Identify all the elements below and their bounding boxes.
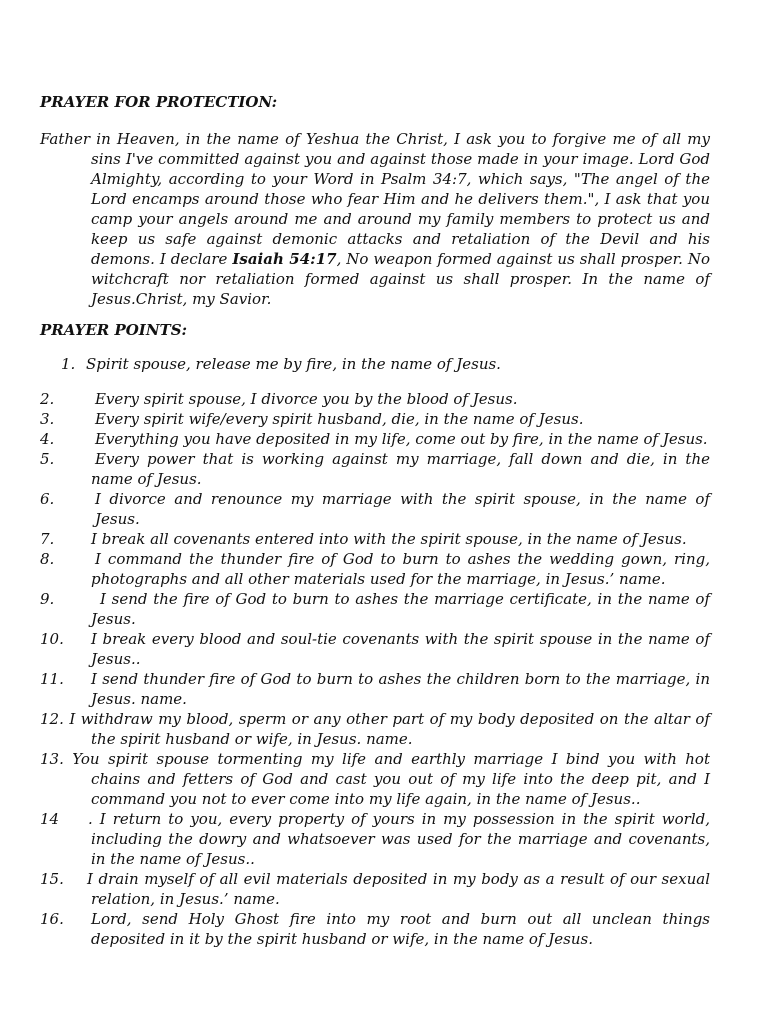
prayer-point-1: [61, 354, 710, 374]
prayer-point-text: Everything you have deposited in my life, come out by fire, in the name of Jesus.: [95, 430, 708, 448]
prayer-point: [40, 909, 710, 949]
prayer-point-number: 3.: [40, 410, 55, 428]
prayer-points-list: [40, 389, 710, 949]
document-page: [40, 92, 710, 949]
scripture-reference: Isaiah 54:17: [232, 250, 337, 268]
prayer-point: [40, 669, 710, 709]
prayer-point-number: 5.: [40, 450, 55, 468]
prayer-point: [40, 749, 710, 809]
prayer-point-number: 4.: [40, 430, 55, 448]
prayer-point-text: You spirit spouse tormenting my life and earthly marriage I bind you with hot chains and fetters of God and cast you out of my life into the deep pit, and I command you not to ever come into my life again, in the name of Jesus..: [72, 750, 710, 808]
prayer-point-number: 10.: [40, 630, 64, 648]
prayer-point-text: Spirit spouse, release me by fire, in the name of Jesus.: [86, 355, 501, 373]
prayer-point-text: Every power that is working against my marriage, fall down and die, in the name of Jesus.: [91, 450, 710, 488]
prayer-point: [40, 589, 710, 629]
prayer-point-text: . I return to you, every property of yours in my possession in the spirit world, including the dowry and whatsoever was used for the marriage and covenants, in the name of Jesus..: [88, 810, 710, 868]
prayer-point: [40, 709, 710, 749]
prayer-point-text: I send the fire of God to burn to ashes the marriage certificate, in the name of Jesus.: [91, 590, 710, 628]
prayer-point-number: 7.: [40, 530, 55, 548]
prayer-point-number: 12.: [40, 710, 64, 728]
protection-paragraph: [40, 129, 710, 309]
prayer-point-number: 14: [40, 810, 60, 828]
prayer-point-text: I drain myself of all evil materials deposited in my body as a result of our sexual relation, in Jesus.’ name.: [87, 870, 710, 908]
protection-text-a: Father in Heaven, in the name of Yeshua the Christ, I ask you to forgive me of all my sins I've committed against you and against those made in your image. Lord God Almighty, according to your Word in Psalm 34:7, which says, "The angel of the Lord encamps around those who fear Him and he delivers them.", I ask that you camp your angels around me and around my family members to protect us and keep us safe against demonic attacks and retaliation of the Devil and his demons. I declare: [40, 130, 710, 268]
prayer-point-text: I break every blood and soul-tie covenants with the spirit spouse in the name of Jesus..: [91, 630, 710, 668]
prayer-point-number: 8.: [40, 550, 55, 568]
prayer-point: [40, 529, 710, 549]
prayer-point-number: 9.: [40, 590, 55, 608]
prayer-point-text: Lord, send Holy Ghost fire into my root and burn out all unclean things deposited in it by the spirit husband or wife, in the name of Jesus.: [91, 910, 710, 948]
prayer-point-number: 2.: [40, 390, 55, 408]
prayer-point: [40, 549, 710, 589]
heading-prayer-points: PRAYER POINTS:: [40, 321, 188, 339]
prayer-point: [40, 389, 710, 409]
prayer-point-text: I break all covenants entered into with the spirit spouse, in the name of Jesus.: [91, 530, 687, 548]
prayer-point-number: 13.: [40, 750, 64, 768]
prayer-point-number: 6.: [40, 490, 55, 508]
prayer-point-text: I divorce and renounce my marriage with the spirit spouse, in the name of Jesus.: [95, 490, 710, 528]
prayer-point: [40, 869, 710, 909]
prayer-point-number: 11.: [40, 670, 64, 688]
prayer-point-number: 1.: [61, 355, 76, 373]
prayer-point-number: 15.: [40, 870, 64, 888]
prayer-point: [40, 489, 710, 529]
prayer-point-number: 16.: [40, 910, 64, 928]
prayer-point: [40, 429, 710, 449]
prayer-point: [40, 809, 710, 869]
prayer-point-text: I withdraw my blood, sperm or any other part of my body deposited on the altar of the spirit husband or wife, in Jesus. name.: [69, 710, 710, 748]
prayer-point-text: I send thunder fire of God to burn to ashes the children born to the marriage, in Jesus. name.: [91, 670, 710, 708]
prayer-point-text: Every spirit spouse, I divorce you by the blood of Jesus.: [95, 390, 518, 408]
prayer-point: [40, 409, 710, 429]
heading-prayer-for-protection: PRAYER FOR PROTECTION:: [40, 93, 278, 111]
protection-text-b: , No weapon formed against us shall prosper. No witchcraft nor retaliation formed against us shall prosper. In the name of Jesus.Christ, my Savior.: [91, 250, 710, 308]
prayer-point-text: Every spirit wife/every spirit husband, die, in the name of Jesus.: [95, 410, 584, 428]
prayer-point: [40, 629, 710, 669]
prayer-point-text: I command the thunder fire of God to burn to ashes the wedding gown, ring, photographs and all other materials used for the marriage, in Jesus.’ name.: [91, 550, 710, 588]
prayer-point: [40, 449, 710, 489]
